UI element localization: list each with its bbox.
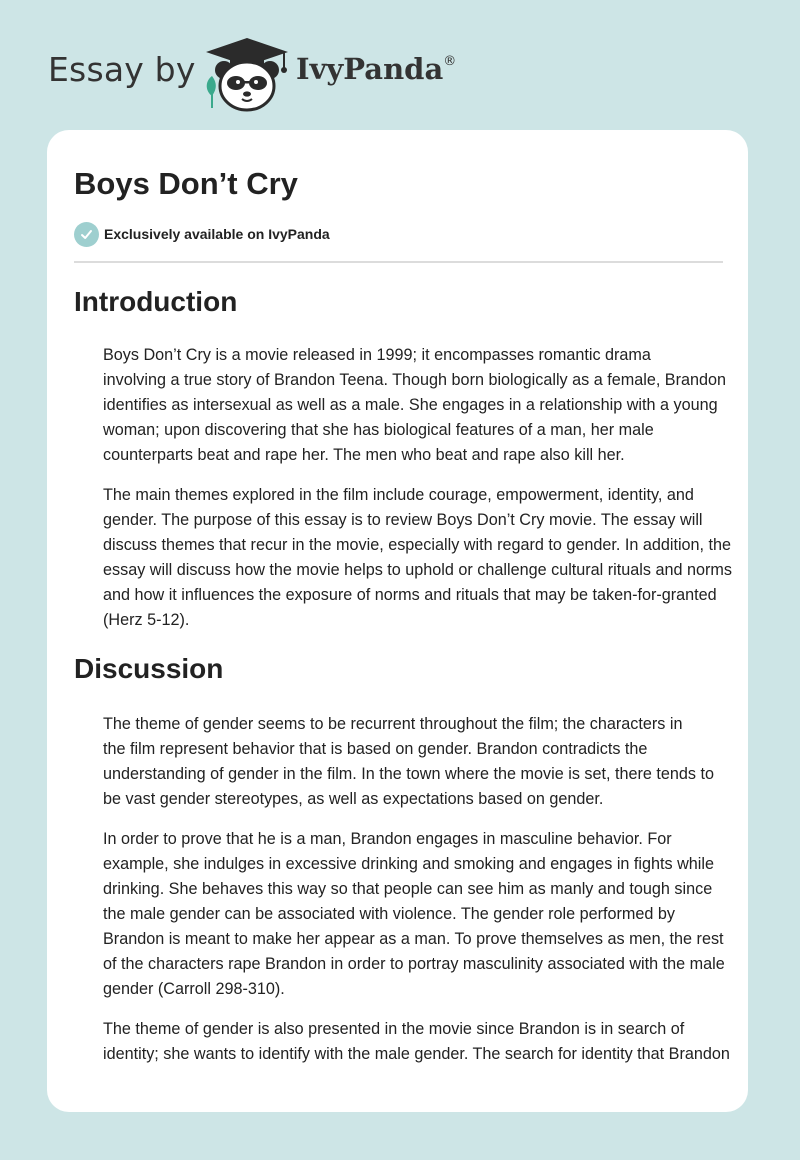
panda-logo-icon[interactable] [200, 36, 294, 112]
paragraph: The theme of gender seems to be recurrent throughout the film; the characters in the film represent behavior that is based on gender. Brandon contradicts the understanding of gender in the film. In the town where the movie is set, there tends to be vast gender stereotypes, as well as expectations based on gender. [103, 715, 714, 808]
check-icon [74, 222, 99, 247]
essay-card [47, 130, 748, 1112]
page-title: Boys Don’t Cry [74, 166, 298, 201]
brand-prefix: Essay by [48, 50, 196, 89]
badge-text: Exclusively available on IvyPanda [104, 226, 330, 242]
site-header [0, 0, 800, 130]
section-discussion [74, 647, 730, 1067]
essay-content [74, 280, 732, 1067]
section-introduction [74, 280, 732, 633]
paragraph: The main themes explored in the film include courage, empowerment, identity, and gender. The purpose of this essay is to review Boys Don’t Cry movie. The essay will discuss themes that recur in the movie, especially with regard to gender. In addition, the essay will discuss how the movie helps to uphold or challenge cultural rituals and norms and how it influences the exposure of norms and rituals that may be taken-for-granted (Herz 5-12). [103, 486, 732, 629]
section-heading: Discussion [74, 653, 224, 684]
paragraph: In order to prove that he is a man, Brandon engages in masculine behavior. For example, she indulges in excessive drinking and smoking and engages in fights while drinking. She behaves this way so that people can see him as manly and tough since the male gender can be associated with violence. The gender role performed by Brandon is meant to make her appear as a man. To prove themselves as men, the rest of the characters rape Brandon in order to portray masculinity associated with the male gender (Carroll 298-310). [103, 830, 725, 998]
exclusive-badge [74, 221, 330, 247]
paragraph: The theme of gender is also presented in the movie since Brandon is in search of identity; she wants to identify with the male gender. The search for identity that Brandon [103, 1020, 730, 1063]
section-heading: Introduction [74, 286, 238, 317]
registered-mark: ® [443, 54, 457, 69]
divider [74, 261, 723, 263]
paragraph: Boys Don’t Cry is a movie released in 1999; it encompasses romantic drama involving a true story of Brandon Teena. Though born biologically as a female, Brandon identifies as intersexual as well as a male. She engages in a relationship with a young woman; upon discovering that she has biological features of a man, her male counterparts beat and rape her. The men who beat and rape also kill her. [103, 346, 727, 464]
brand-name[interactable]: IvyPanda® [296, 52, 457, 86]
